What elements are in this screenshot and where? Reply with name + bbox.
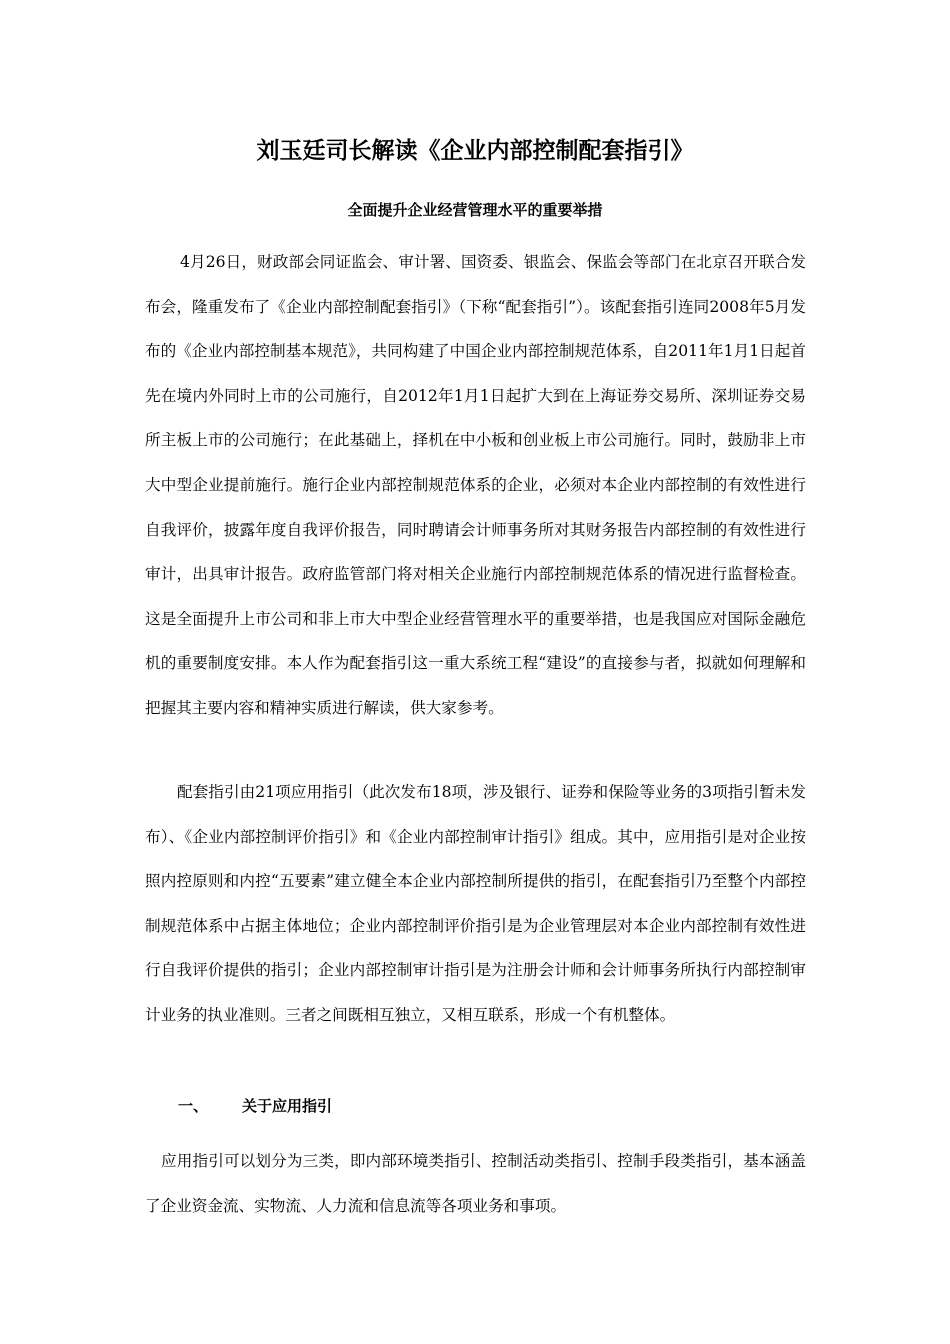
document-title: 刘玉廷司长解读《企业内部控制配套指引》: [256, 138, 694, 164]
section-title: 关于应用指引: [242, 1097, 333, 1115]
body-paragraph-2: 配套指引由21项应用指引（此次发布18项，涉及银行、证券和保险等业务的3项指引暂未发布）、《企业内部控制评价指引》和《企业内部控制审计指引》组成。其中，应用指引是对企业按照内控原则和内控“五要素”建立健全本企业内部控制所提供的指引，在配套指引乃至整个内部控制规范体系中占据主体地位；企业内部控制评价指引是为企业管理层对本企业内部控制有效性进行自我评价提供的指引；企业内部控制审计指引是为注册会计师和会计师事务所执行内部控制审计业务的执业准则。三者之间既相互独立，又相互联系，形成一个有机整体。: [145, 783, 806, 1024]
document-subtitle: 全面提升企业经营管理水平的重要举措: [347, 201, 603, 219]
section-1-paragraph: 应用指引可以划分为三类，即内部环境类指引、控制活动类指引、控制手段类指引，基本涵盖了企业资金流、实物流、人力流和信息流等各项业务和事项。: [145, 1152, 806, 1215]
body-paragraph-1: 4月26日，财政部会同证监会、审计署、国资委、银监会、保监会等部门在北京召开联合发布会，隆重发布了《企业内部控制配套指引》（下称“配套指引”）。该配套指引连同2008年5月发布的《企业内部控制基本规范》，共同构建了中国企业内部控制规范体系，自2011年1月1日起首先在境内外同时上市的公司施行，自2012年1月1日起扩大到在上海证券交易所、深圳证券交易所主板上市的公司施行；在此基础上，择机在中小板和创业板上市公司施行。同时，鼓励非上市大中型企业提前施行。施行企业内部控制规范体系的企业，必须对本企业内部控制的有效性进行自我评价，披露年度自我评价报告，同时聘请会计师事务所对其财务报告内部控制的有效性进行审计，出具审计报告。政府监管部门将对相关企业施行内部控制规范体系的情况进行监督检查。这是全面提升上市公司和非上市大中型企业经营管理水平的重要举措，也是我国应对国际金融危机的重要制度安排。本人作为配套指引这一重大系统工程“建设”的直接参与者，拟就如何理解和把握其主要内容和精神实质进行解读，供大家参考。: [145, 253, 806, 717]
section-heading-1: [178, 1094, 332, 1118]
section-number: 一、: [178, 1097, 209, 1115]
